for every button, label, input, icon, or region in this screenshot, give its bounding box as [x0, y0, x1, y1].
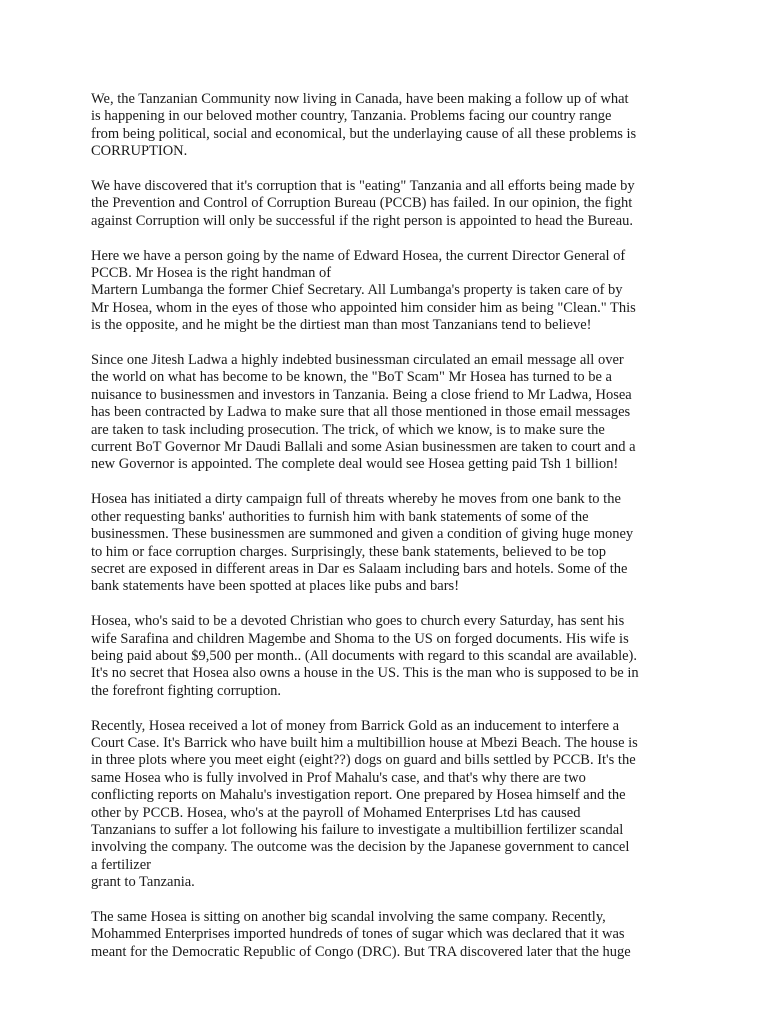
- text-line: new Governor is appointed. The complete deal would see Hosea getting paid Tsh 1 billion!: [91, 456, 619, 473]
- text-line: Here we have a person going by the name of Edward Hosea, the current Director General of: [91, 247, 626, 264]
- text-line: is the opposite, and he might be the dirtiest man than most Tanzanians tend to believe!: [91, 317, 592, 334]
- text-line: Hosea has initiated a dirty campaign full of threats whereby he moves from one bank to the: [91, 491, 621, 508]
- text-line: Tanzanians to suffer a lot following his failure to investigate a multibillion fertilizer scandal: [91, 821, 624, 838]
- text-line: Mr Hosea, whom in the eyes of those who appointed him consider him as being "Clean." This: [91, 299, 636, 316]
- text-line: are taken to task including prosecution. The trick, of which we know, is to make sure the: [91, 421, 605, 438]
- paragraph: [91, 248, 691, 335]
- text-line: Mohammed Enterprises imported hundreds of tones of sugar which was declared that it was: [91, 926, 625, 943]
- text-line: The same Hosea is sitting on another big scandal involving the same company. Recently,: [91, 908, 606, 925]
- paragraph: [91, 909, 691, 961]
- text-line: the forefront fighting corruption.: [91, 682, 282, 699]
- text-line: the world on what has become to be known, the "BoT Scam" Mr Hosea has turned to be a: [91, 369, 612, 386]
- text-line: same Hosea who is fully involved in Prof Mahalu's case, and that's why there are two: [91, 769, 586, 786]
- text-line: Recently, Hosea received a lot of money from Barrick Gold as an inducement to interfere a: [91, 717, 620, 734]
- text-line: grant to Tanzania.: [91, 874, 195, 891]
- text-line: CORRUPTION.: [91, 143, 188, 160]
- text-line: conflicting reports on Mahalu's investigation report. One prepared by Hosea himself and the: [91, 787, 626, 804]
- text-line: Hosea, who's said to be a devoted Christian who goes to church every Saturday, has sent his: [91, 613, 625, 630]
- text-line: other by PCCB. Hosea, who's at the payroll of Mohamed Enterprises Ltd has caused: [91, 804, 581, 821]
- text-line: Martern Lumbanga the former Chief Secretary. All Lumbanga's property is taken care of by: [91, 282, 623, 299]
- text-line: businessmen. These businessmen are summoned and given a condition of giving huge money: [91, 526, 634, 543]
- paragraph: [91, 613, 691, 700]
- text-line: It's no secret that Hosea also owns a house in the US. This is the man who is supposed to be in: [91, 665, 639, 682]
- paragraph: [91, 718, 691, 892]
- text-line: is happening in our beloved mother country, Tanzania. Problems facing our country range: [91, 108, 612, 125]
- text-line: PCCB. Mr Hosea is the right handman of: [91, 265, 332, 282]
- paragraph: [91, 352, 691, 474]
- paragraph: [91, 178, 691, 230]
- text-line: secret are exposed in different areas in Dar es Salaam including bars and hotels. Some of the: [91, 560, 628, 577]
- text-line: current BoT Governor Mr Daudi Ballali and some Asian businessmen are taken to court and a: [91, 439, 636, 456]
- text-line: We, the Tanzanian Community now living in Canada, have been making a follow up of what: [91, 91, 629, 107]
- text-line: Since one Jitesh Ladwa a highly indebted businessman circulated an email message all over: [91, 352, 624, 369]
- text-line: in three plots where you meet eight (eight??) dogs on guard and bills settled by PCCB. It's the: [91, 752, 636, 769]
- text-line: against Corruption will only be successful if the right person is appointed to head the Bureau.: [91, 212, 634, 229]
- text-line: meant for the Democratic Republic of Congo (DRC). But TRA discovered later that the huge: [91, 943, 631, 960]
- text-line: being paid about $9,500 per month.. (All documents with regard to this scandal are available).: [91, 647, 638, 664]
- text-line: other requesting banks' authorities to furnish him with bank statements of some of the: [91, 508, 589, 525]
- text-line: a fertilizer: [91, 856, 151, 873]
- text-line: has been contracted by Ladwa to make sure that all those mentioned in those email messages: [91, 404, 631, 421]
- document-page: [91, 91, 691, 979]
- text-line: We have discovered that it's corruption that is "eating" Tanzania and all efforts being made by: [91, 178, 635, 195]
- paragraph: [91, 491, 691, 595]
- text-line: the Prevention and Control of Corruption Bureau (PCCB) has failed. In our opinion, the fight: [91, 195, 633, 212]
- text-line: nuisance to businessmen and investors in Tanzania. Being a close friend to Mr Ladwa, Hosea: [91, 386, 632, 403]
- text-line: Court Case. It's Barrick who have built him a multibillion house at Mbezi Beach. The house is: [91, 734, 638, 751]
- text-line: bank statements have been spotted at places like pubs and bars!: [91, 578, 460, 595]
- text-line: wife Sarafina and children Magembe and Shoma to the US on forged documents. His wife is: [91, 630, 629, 647]
- text-line: to him or face corruption charges. Surprisingly, these bank statements, believed to be top: [91, 543, 607, 560]
- paragraph: [91, 91, 691, 161]
- text-line: from being political, social and economical, but the underlaying cause of all these problems is: [91, 125, 637, 142]
- text-line: involving the company. The outcome was the decision by the Japanese government to cancel: [91, 839, 630, 856]
